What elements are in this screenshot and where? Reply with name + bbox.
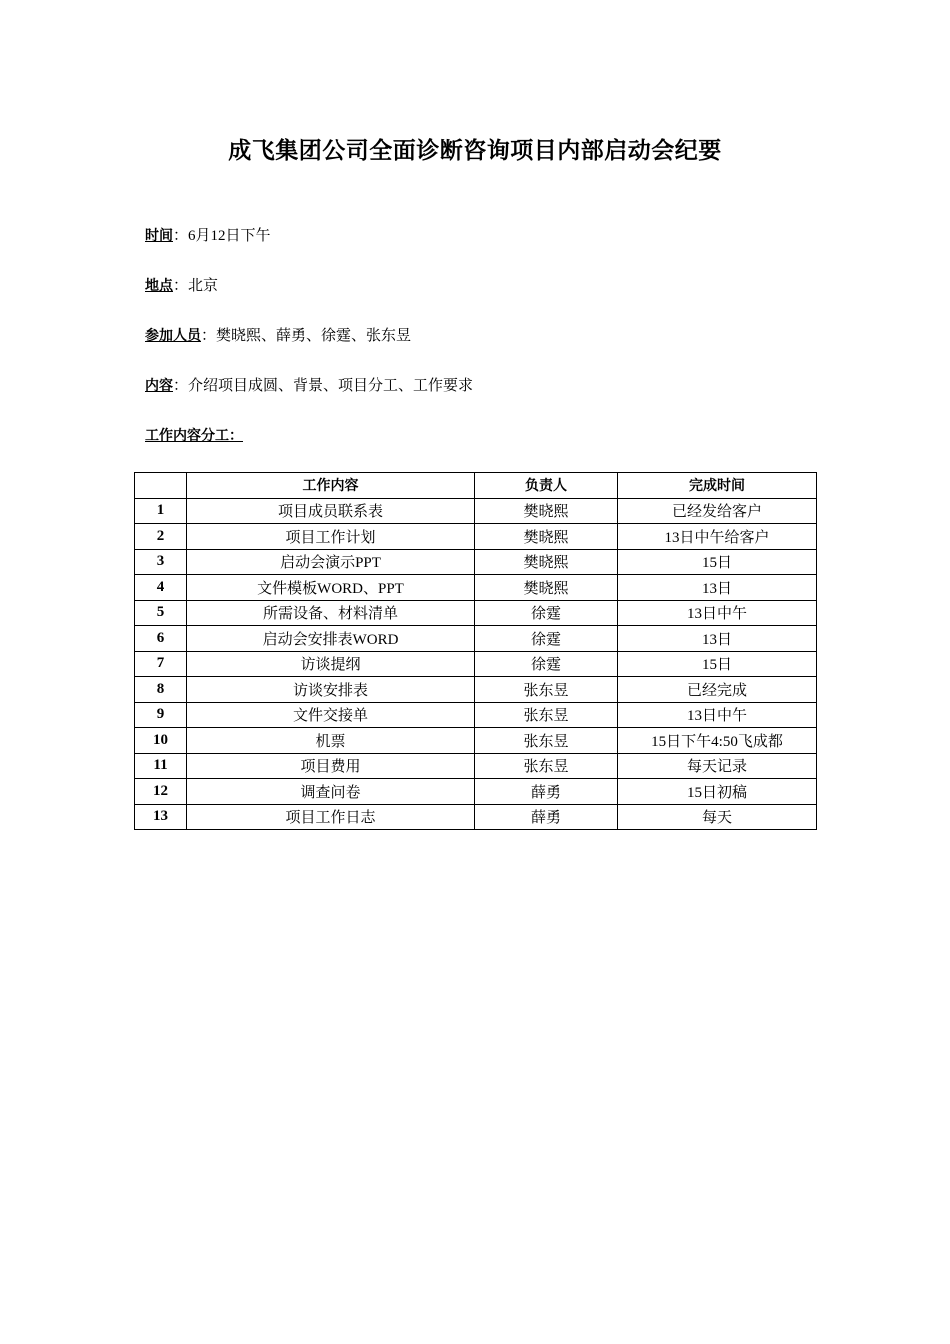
cell-num: 11 xyxy=(135,753,187,779)
cell-task: 机票 xyxy=(187,728,475,754)
page-title: 成飞集团公司全面诊断咨询项目内部启动会纪要 xyxy=(228,138,722,164)
cell-owner: 徐霆 xyxy=(475,600,618,626)
cell-deadline: 15日 xyxy=(618,549,817,575)
cell-num: 3 xyxy=(135,549,187,575)
place-colon: ： xyxy=(173,278,189,294)
cell-task: 访谈安排表 xyxy=(187,677,475,703)
table-row xyxy=(135,498,817,524)
table-row xyxy=(135,600,817,626)
table-row xyxy=(135,549,817,575)
cell-deadline: 13日中午给客户 xyxy=(618,524,817,550)
cell-num: 8 xyxy=(135,677,187,703)
cell-deadline: 15日初稿 xyxy=(618,779,817,805)
cell-deadline: 15日 xyxy=(618,651,817,677)
table-row xyxy=(135,677,817,703)
cell-num: 5 xyxy=(135,600,187,626)
place-value: 北京 xyxy=(188,278,219,294)
time-label: 时间 xyxy=(145,228,173,244)
cell-owner: 樊晓熙 xyxy=(475,549,618,575)
cell-owner: 张东昱 xyxy=(475,677,618,703)
header-owner: 负责人 xyxy=(475,473,618,499)
cell-num: 13 xyxy=(135,804,187,830)
attendees-colon: ： xyxy=(201,328,217,344)
cell-task: 项目成员联系表 xyxy=(187,498,475,524)
table-row xyxy=(135,779,817,805)
cell-owner: 薛勇 xyxy=(475,779,618,805)
cell-owner: 薛勇 xyxy=(475,804,618,830)
cell-task: 项目工作日志 xyxy=(187,804,475,830)
table-row xyxy=(135,753,817,779)
cell-num: 7 xyxy=(135,651,187,677)
cell-deadline: 13日 xyxy=(618,575,817,601)
cell-owner: 徐霆 xyxy=(475,651,618,677)
cell-deadline: 13日 xyxy=(618,626,817,652)
cell-owner: 樊晓熙 xyxy=(475,575,618,601)
cell-num: 10 xyxy=(135,728,187,754)
time-field xyxy=(145,226,271,246)
task-table xyxy=(134,472,817,830)
table-row xyxy=(135,804,817,830)
place-field xyxy=(145,276,218,296)
section-heading: 工作内容分工： xyxy=(145,428,243,444)
cell-deadline: 13日中午 xyxy=(618,600,817,626)
attendees-value: 樊晓熙、薛勇、徐霆、张东昱 xyxy=(216,328,412,344)
cell-owner: 张东昱 xyxy=(475,728,618,754)
cell-num: 4 xyxy=(135,575,187,601)
cell-task: 启动会安排表WORD xyxy=(187,626,475,652)
cell-owner: 樊晓熙 xyxy=(475,498,618,524)
cell-num: 9 xyxy=(135,702,187,728)
table-row xyxy=(135,651,817,677)
cell-num: 6 xyxy=(135,626,187,652)
cell-task: 所需设备、材料清单 xyxy=(187,600,475,626)
table-row xyxy=(135,575,817,601)
cell-owner: 张东昱 xyxy=(475,753,618,779)
cell-deadline: 已经完成 xyxy=(618,677,817,703)
table-row xyxy=(135,524,817,550)
cell-owner: 樊晓熙 xyxy=(475,524,618,550)
cell-deadline: 已经发给客户 xyxy=(618,498,817,524)
cell-task: 项目费用 xyxy=(187,753,475,779)
attendees-field xyxy=(145,326,411,346)
cell-task: 访谈提纲 xyxy=(187,651,475,677)
place-label: 地点 xyxy=(145,278,173,294)
time-value: 6月12日下午 xyxy=(188,228,271,244)
cell-deadline: 13日中午 xyxy=(618,702,817,728)
attendees-label: 参加人员 xyxy=(145,328,201,344)
cell-owner: 徐霆 xyxy=(475,626,618,652)
table-row xyxy=(135,626,817,652)
cell-owner: 张东昱 xyxy=(475,702,618,728)
content-field xyxy=(145,376,473,396)
cell-task: 调查问卷 xyxy=(187,779,475,805)
time-colon: ： xyxy=(173,228,189,244)
cell-deadline: 每天 xyxy=(618,804,817,830)
cell-task: 启动会演示PPT xyxy=(187,549,475,575)
table-row xyxy=(135,702,817,728)
content-value: 介绍项目成圆、背景、项目分工、工作要求 xyxy=(188,378,474,394)
table-row xyxy=(135,728,817,754)
cell-deadline: 每天记录 xyxy=(618,753,817,779)
header-num xyxy=(135,473,187,499)
header-deadline: 完成时间 xyxy=(618,473,817,499)
content-colon: ： xyxy=(173,378,189,394)
cell-num: 2 xyxy=(135,524,187,550)
content-label: 内容 xyxy=(145,378,173,394)
table-header-row xyxy=(135,473,817,499)
cell-num: 1 xyxy=(135,498,187,524)
cell-task: 项目工作计划 xyxy=(187,524,475,550)
cell-deadline: 15日下午4:50飞成都 xyxy=(618,728,817,754)
cell-num: 12 xyxy=(135,779,187,805)
header-task: 工作内容 xyxy=(187,473,475,499)
cell-task: 文件模板WORD、PPT xyxy=(187,575,475,601)
cell-task: 文件交接单 xyxy=(187,702,475,728)
